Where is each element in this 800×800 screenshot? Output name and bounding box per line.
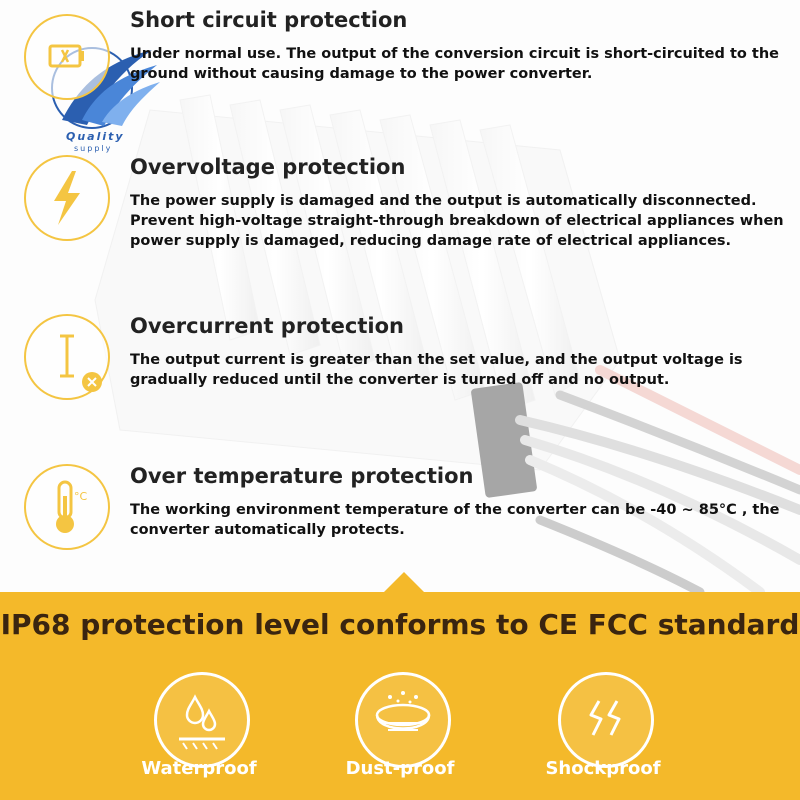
feature-title: Overcurrent protection <box>130 314 404 338</box>
logo-subtext: supply <box>74 144 113 153</box>
logo-text: Quality <box>66 130 125 143</box>
lightning-icon <box>24 155 110 241</box>
feature-description: Under normal use. The output of the conversion circuit is short-circuited to the ground without causing damage to the power converter. <box>130 46 779 82</box>
feature-title: Over temperature protection <box>130 464 474 488</box>
feature-title: Short circuit protection <box>130 8 408 32</box>
band-notch <box>382 572 426 594</box>
feature-description: The power supply is damaged and the output is automatically disconnected. Prevent high-voltage straight-through breakdown of electrical appliances when power supply is damaged, reducing damage rate of electrical appliances. <box>130 193 784 249</box>
badge-label-dust-proof: Dust-proof <box>345 758 455 779</box>
thermometer-icon <box>24 464 110 550</box>
badge-label-waterproof: Waterproof <box>141 758 257 779</box>
celsius-label: °C <box>74 490 88 503</box>
feature-title: Overvoltage protection <box>130 155 406 179</box>
badge-label-shockproof: Shockproof <box>545 758 661 779</box>
band-title: IP68 protection level conforms to CE FCC standard <box>0 608 800 641</box>
water-drops-icon <box>154 672 250 768</box>
current-limit-icon <box>24 314 110 400</box>
feature-description: The output current is greater than the set value, and the output voltage is gradually reduced until the converter is turned off and no output. <box>130 352 743 388</box>
dust-icon <box>355 672 451 768</box>
battery-warning-icon <box>24 14 110 100</box>
shock-icon <box>558 672 654 768</box>
feature-description: The working environment temperature of the converter can be -40 ~ 85°C , the converter automatically protects. <box>130 502 780 538</box>
